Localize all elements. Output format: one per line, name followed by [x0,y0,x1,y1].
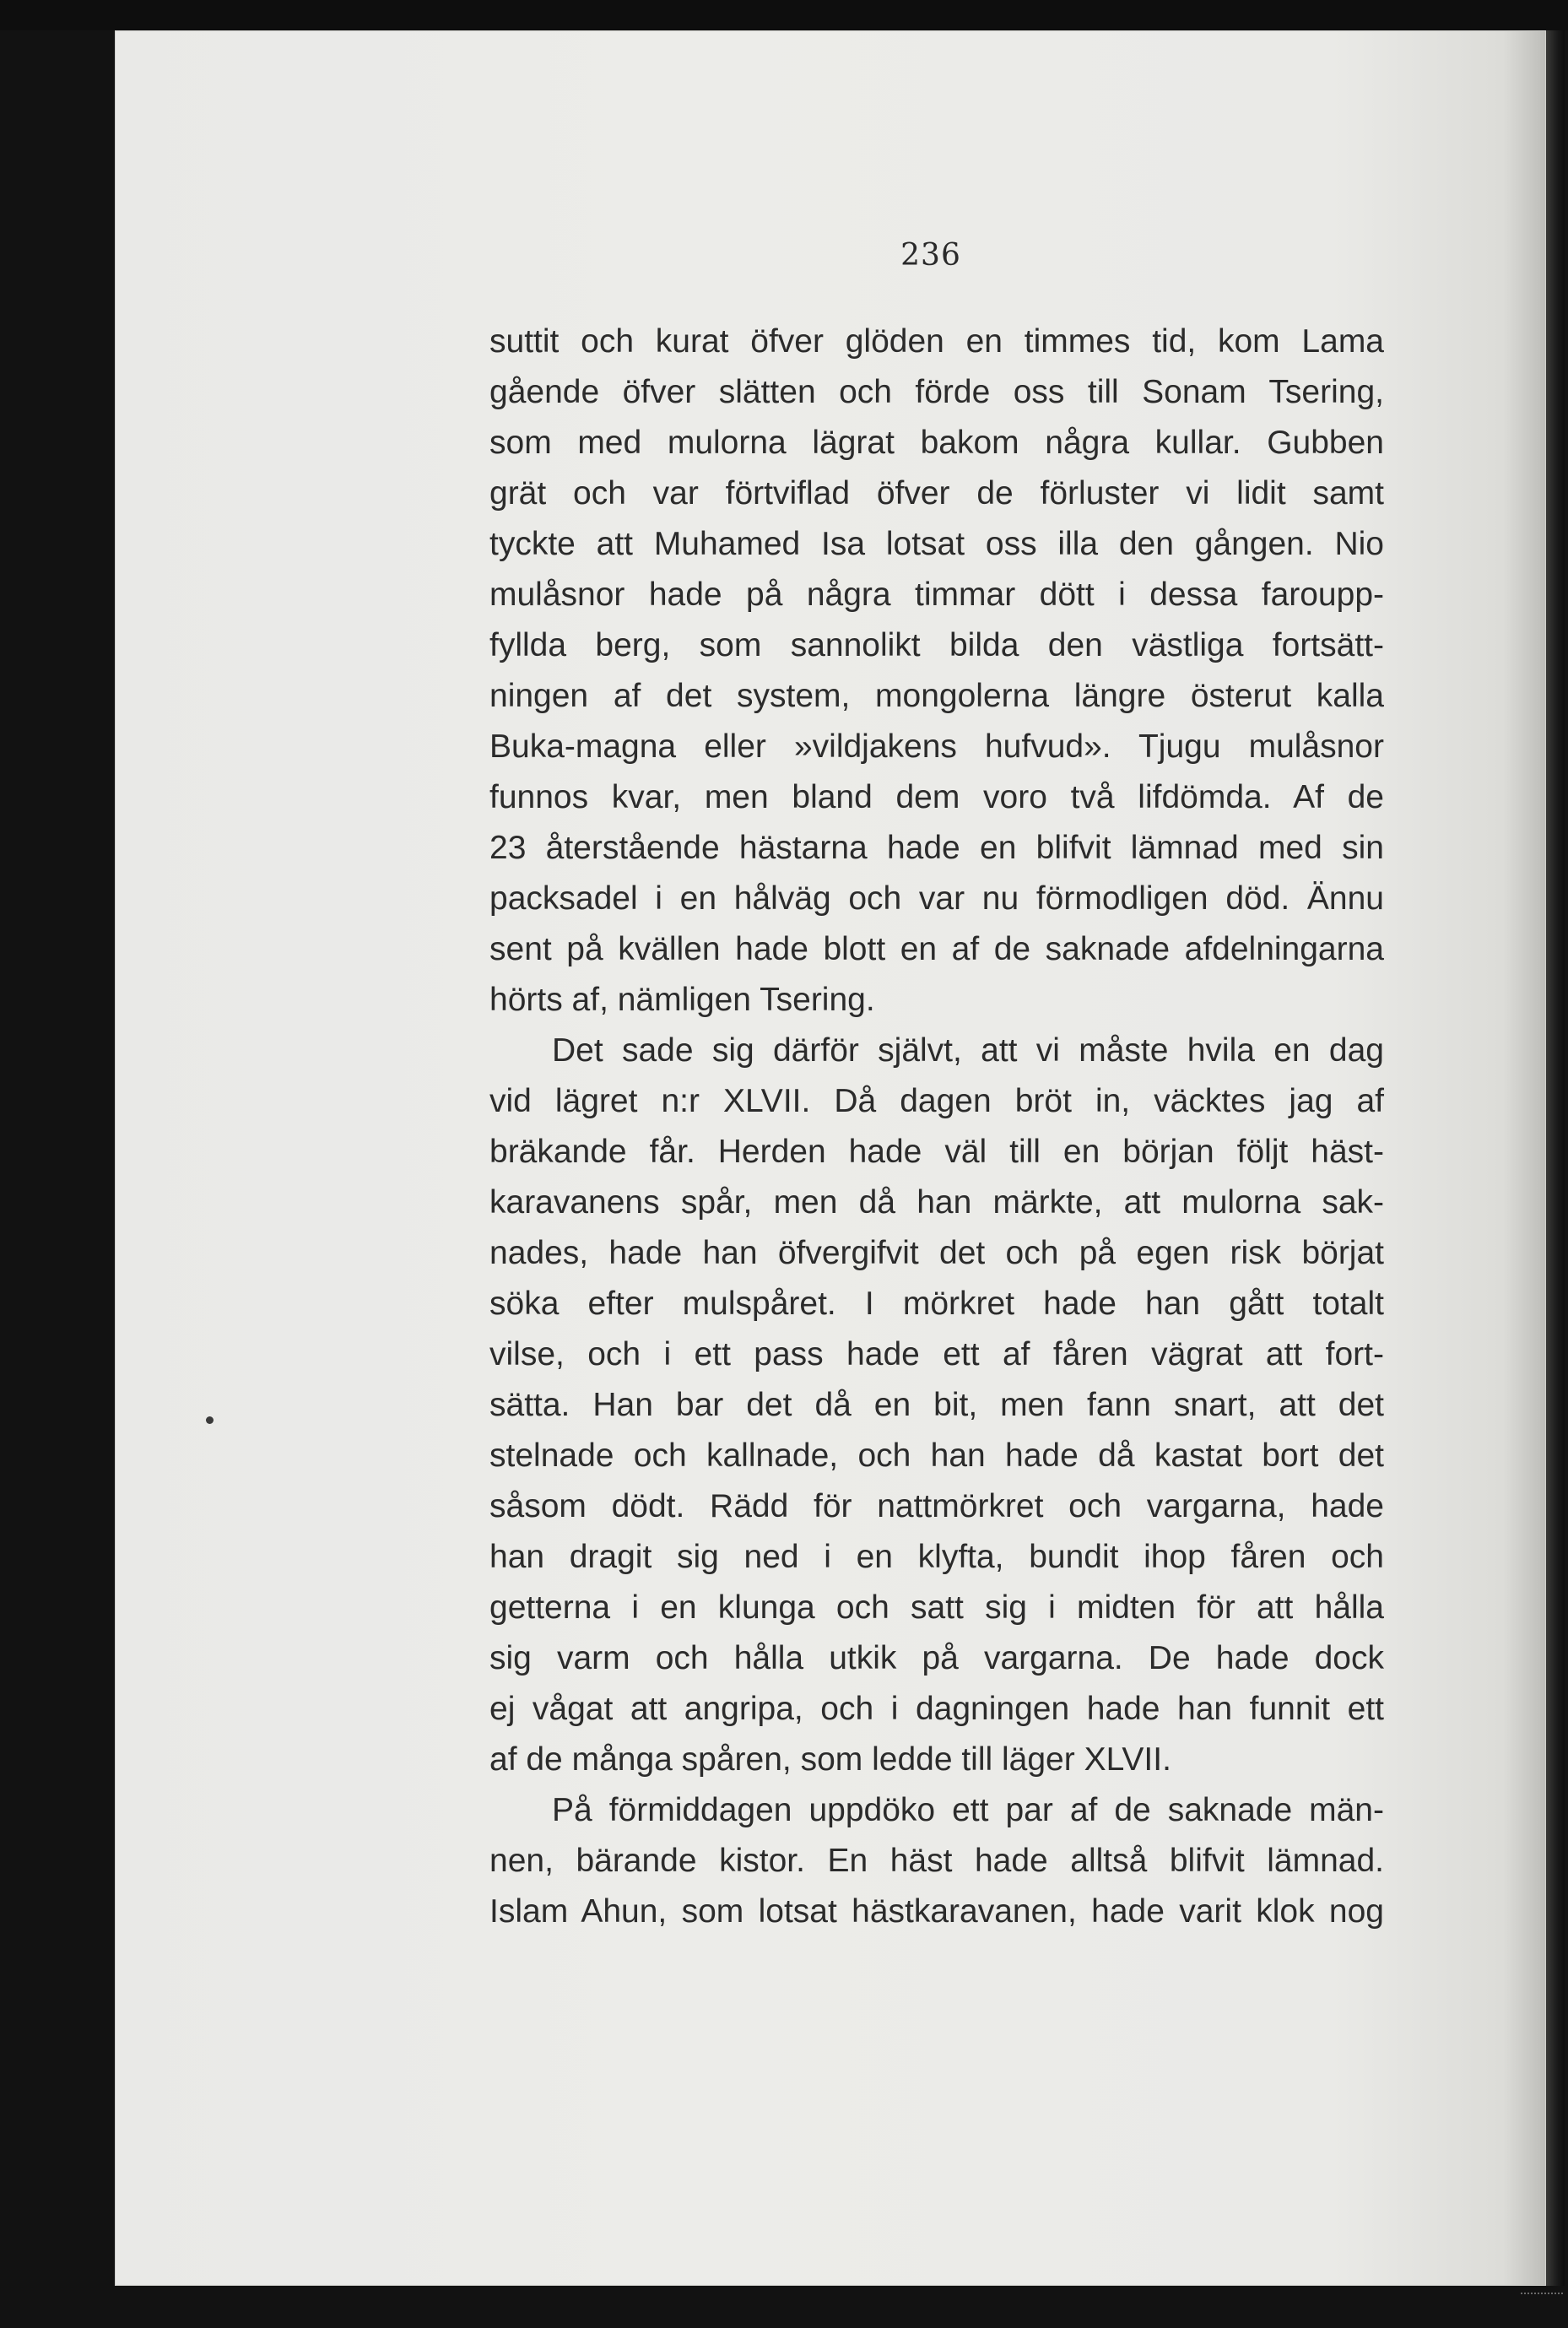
text-line: nades, hade han öfvergifvit det och på egen risk börjat [489,1235,1384,1271]
text-line: gående öfver slätten och förde oss till Sonam Tsering, [489,374,1384,410]
text-line: vid lägret n:r XLVII. Då dagen bröt in, väcktes jag af [489,1083,1384,1119]
text-line: karavanens spår, men då han märkte, att mulorna sak- [489,1184,1384,1221]
text-line: getterna i en klunga och satt sig i midten för att hålla [489,1589,1384,1626]
text-line: han dragit sig ned i en klyfta, bundit ihop fåren och [489,1539,1384,1575]
text-line: stelnade och kallnade, och han hade då kastat bort det [489,1437,1384,1474]
text-line: Buka-magna eller »vildjakens hufvud». Tjugu mulåsnor [489,728,1384,765]
text-line: Islam Ahun, som lotsat hästkaravanen, hade varit klok nog [489,1893,1384,1930]
scan-top-border [0,0,1568,30]
text-line: ningen af det system, mongolerna längre österut kalla [489,678,1384,714]
text-line: packsadel i en hålväg och var nu förmodligen död. Ännu [489,880,1384,917]
text-line: af de många spåren, som ledde till läger XLVII. [489,1741,1171,1778]
text-line: funnos kvar, men bland dem voro två lifdömda. Af de [489,779,1384,815]
page-number: 236 [900,238,961,273]
text-line: ej vågat att angripa, och i dagningen hade han funnit ett [489,1691,1384,1727]
text-line: grät och var förtviflad öfver de förluster vi lidit samt [489,475,1384,512]
text-line: mulåsnor hade på några timmar dött i dessa faroupp- [489,577,1384,613]
text-line: suttit och kurat öfver glöden en timmes tid, kom Lama [489,323,1384,360]
text-line: fyllda berg, som sannolikt bilda den västliga fortsätt- [489,627,1384,663]
text-line: sent på kvällen hade blott en af de saknade afdelningarna [489,931,1384,967]
text-line: hörts af, nämligen Tsering. [489,982,875,1018]
page-edge-shadow [1546,30,1565,2286]
paragraph-start-line: På förmiddagen uppdöko ett par af de saknade män- [552,1792,1384,1828]
text-line: såsom dödt. Rädd för nattmörkret och vargarna, hade [489,1488,1384,1524]
text-line: vilse, och i ett pass hade ett af fåren vägrat att fort- [489,1336,1384,1372]
scan-corner-mark [1521,2293,1563,2303]
paragraph-start-line: Det sade sig därför självt, att vi måste hvila en dag [552,1032,1384,1069]
margin-dot [206,1416,214,1424]
text-line: sig varm och hålla utkik på vargarna. De hade dock [489,1640,1384,1676]
text-line: söka efter mulspåret. I mörkret hade han gått totalt [489,1286,1384,1322]
text-line: bräkande får. Herden hade väl till en början följt häst- [489,1134,1384,1170]
text-line: sätta. Han bar det då en bit, men fann snart, att det [489,1387,1384,1423]
text-line: 23 återstående hästarna hade en blifvit lämnad med sin [489,830,1384,866]
text-line: tyckte att Muhamed Isa lotsat oss illa den gången. Nio [489,526,1384,562]
text-line: nen, bärande kistor. En häst hade alltså blifvit lämnad. [489,1843,1384,1879]
body-text [489,317,1384,1937]
text-line: som med mulorna lägrat bakom några kullar. Gubben [489,425,1384,461]
